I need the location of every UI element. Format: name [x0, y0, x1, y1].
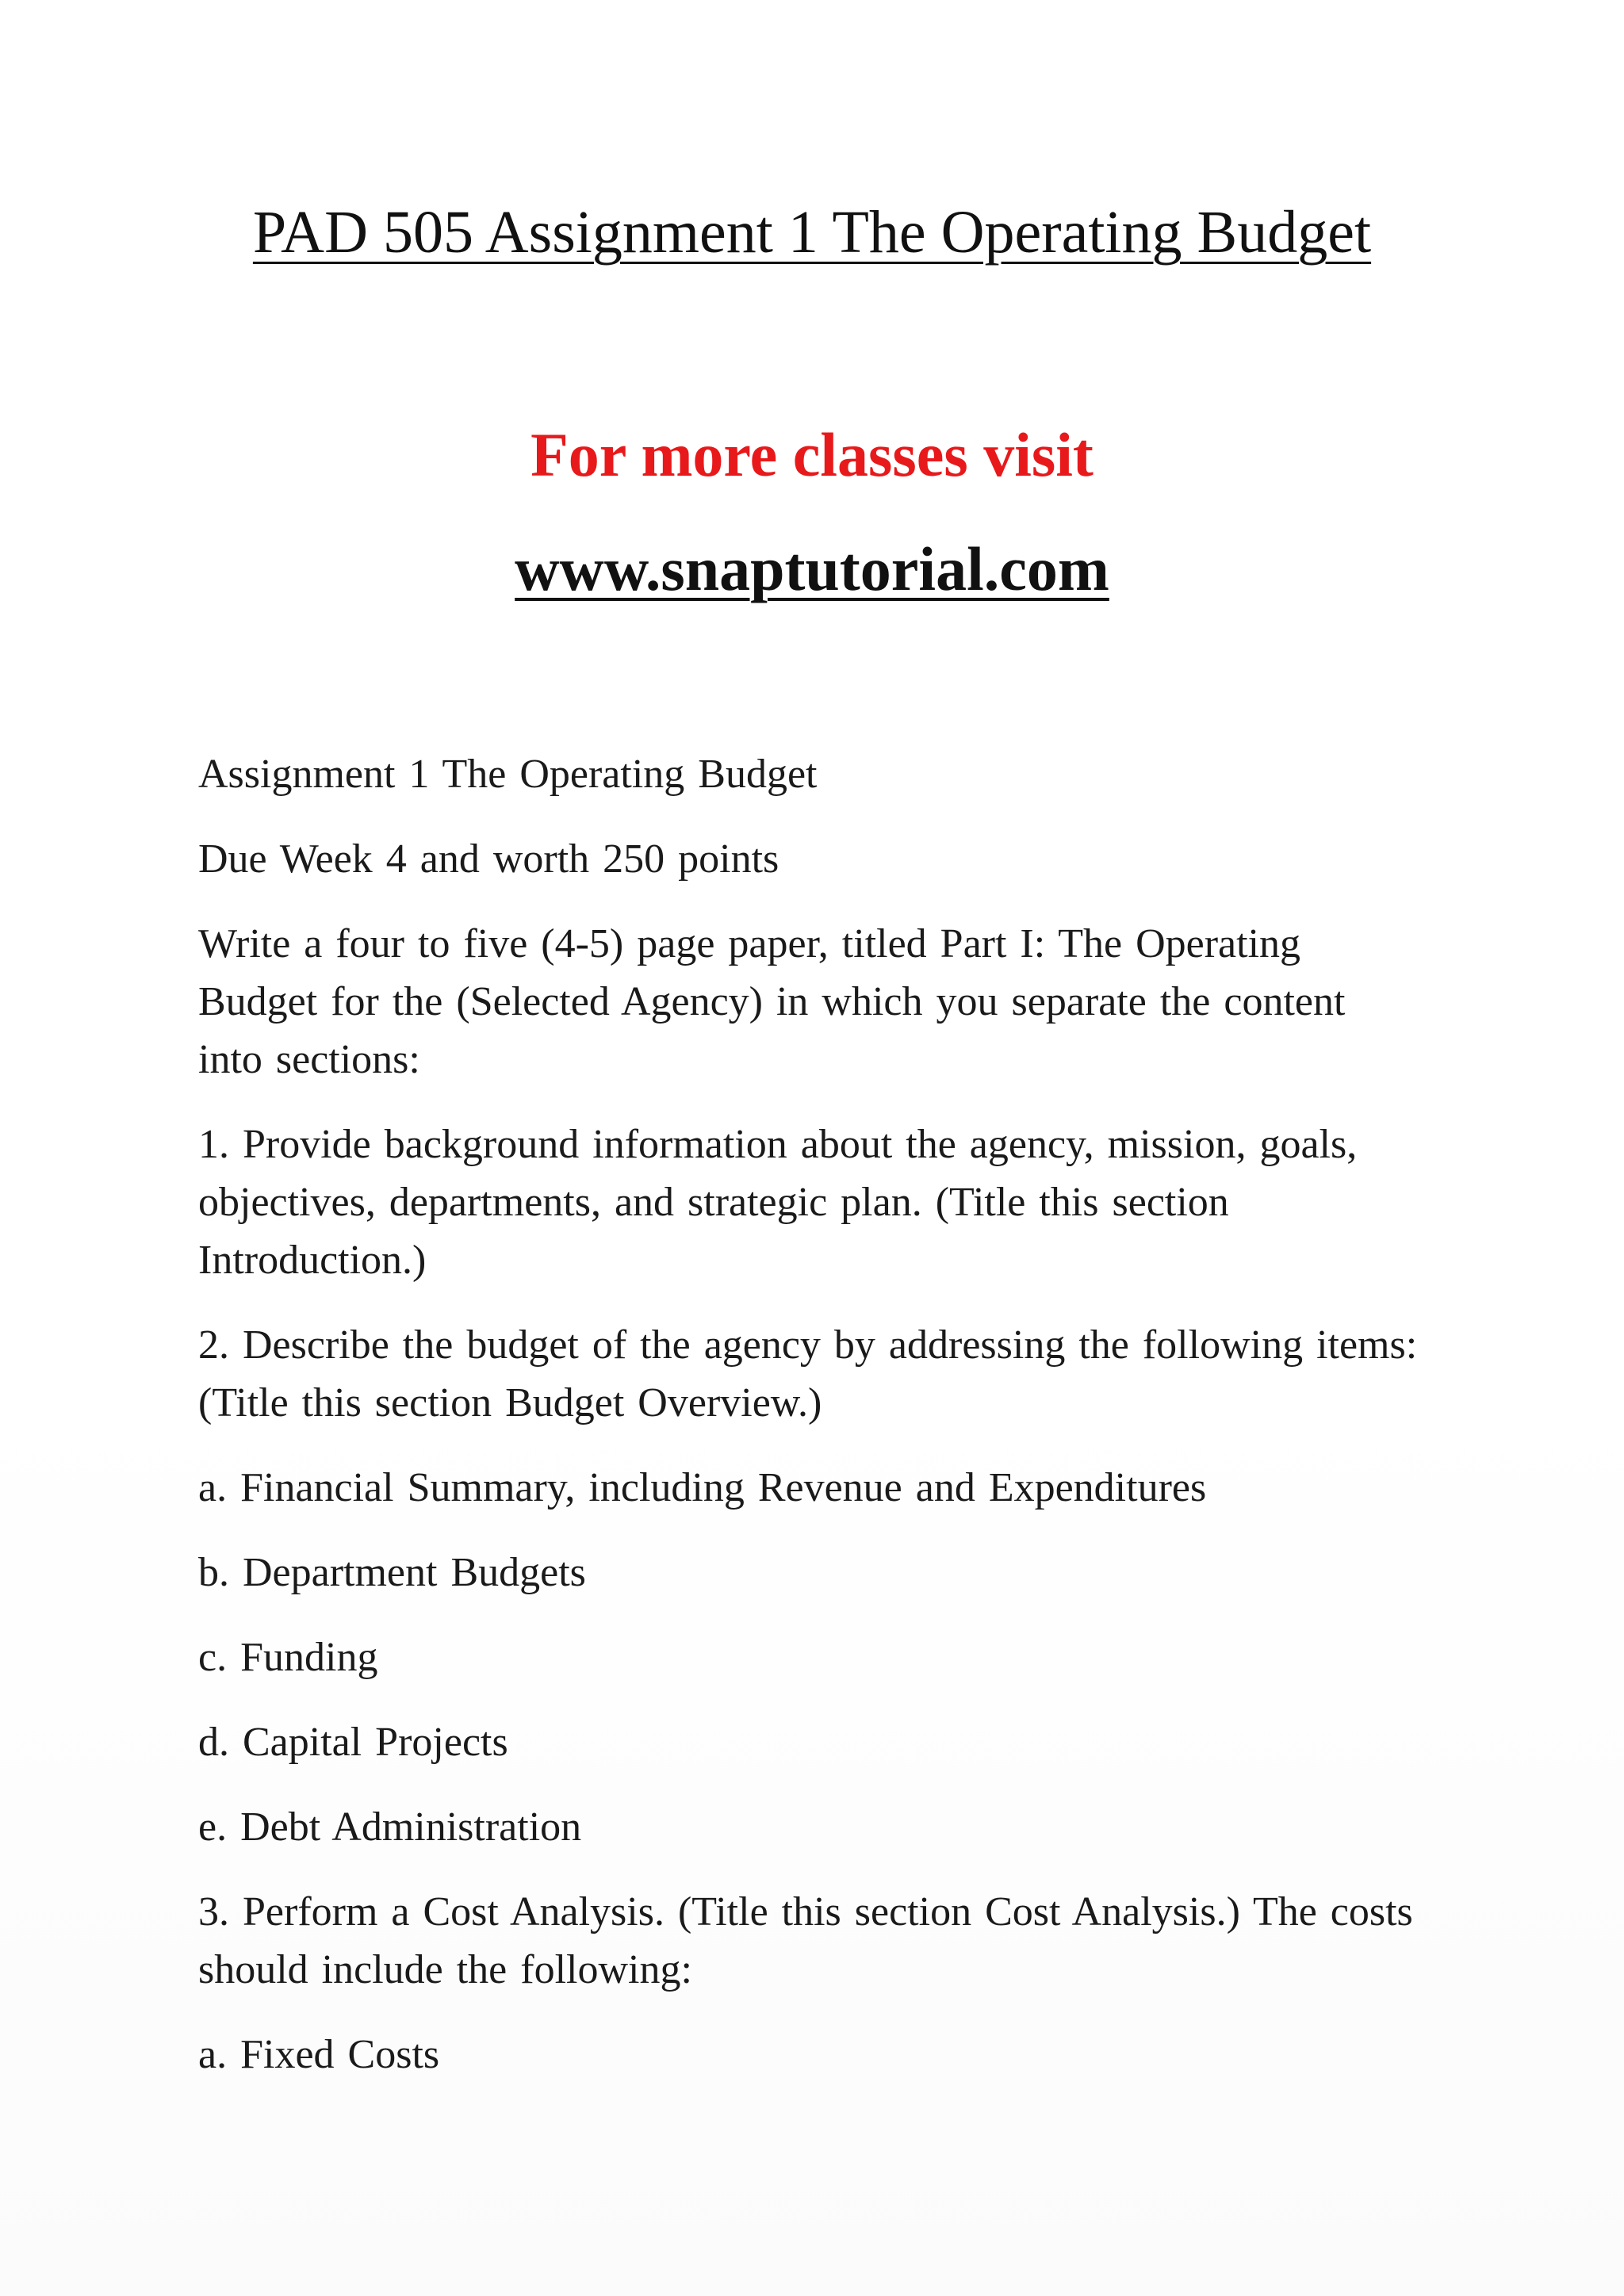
document-body: [198, 745, 1419, 2110]
paragraph-item-3a: a. Fixed Costs: [198, 2032, 440, 2077]
paragraph-assignment-heading: Assignment 1 The Operating Budget: [198, 752, 818, 797]
paragraph-item-2c: c. Funding: [198, 1635, 378, 1680]
website-link[interactable]: www.snaptutorial.com: [515, 534, 1109, 603]
paragraph-item-2a: a. Financial Summary, including Revenue and Expenditures: [198, 1465, 1207, 1510]
promo-text: For more classes visit: [530, 420, 1094, 489]
paragraph-item-2d: d. Capital Projects: [198, 1720, 508, 1765]
website-line: [0, 533, 1624, 606]
paragraph-instructions: Write a four to five (4-5) page paper, titled Part I: The Operating Budget for the (Selected Agency) in which you separate the content into sections:: [198, 921, 1346, 1082]
paragraph-item-2: 2. Describe the budget of the agency by addressing the following items: (Title this section Budget Overview.): [198, 1322, 1418, 1425]
paragraph-item-2b: b. Department Budgets: [198, 1550, 586, 1595]
paragraph-due: Due Week 4 and worth 250 points: [198, 836, 779, 882]
paragraph-item-3: 3. Perform a Cost Analysis. (Title this section Cost Analysis.) The costs should include the following:: [198, 1889, 1413, 1992]
paragraph-item-2e: e. Debt Administration: [198, 1804, 582, 1850]
document-title-text: PAD 505 Assignment 1 The Operating Budget: [252, 199, 1372, 266]
paragraph-item-1: 1. Provide background information about the agency, mission, goals, objectives, departments, and strategic plan. (Title this section Introduction.): [198, 1122, 1358, 1283]
document-title: [0, 197, 1624, 268]
